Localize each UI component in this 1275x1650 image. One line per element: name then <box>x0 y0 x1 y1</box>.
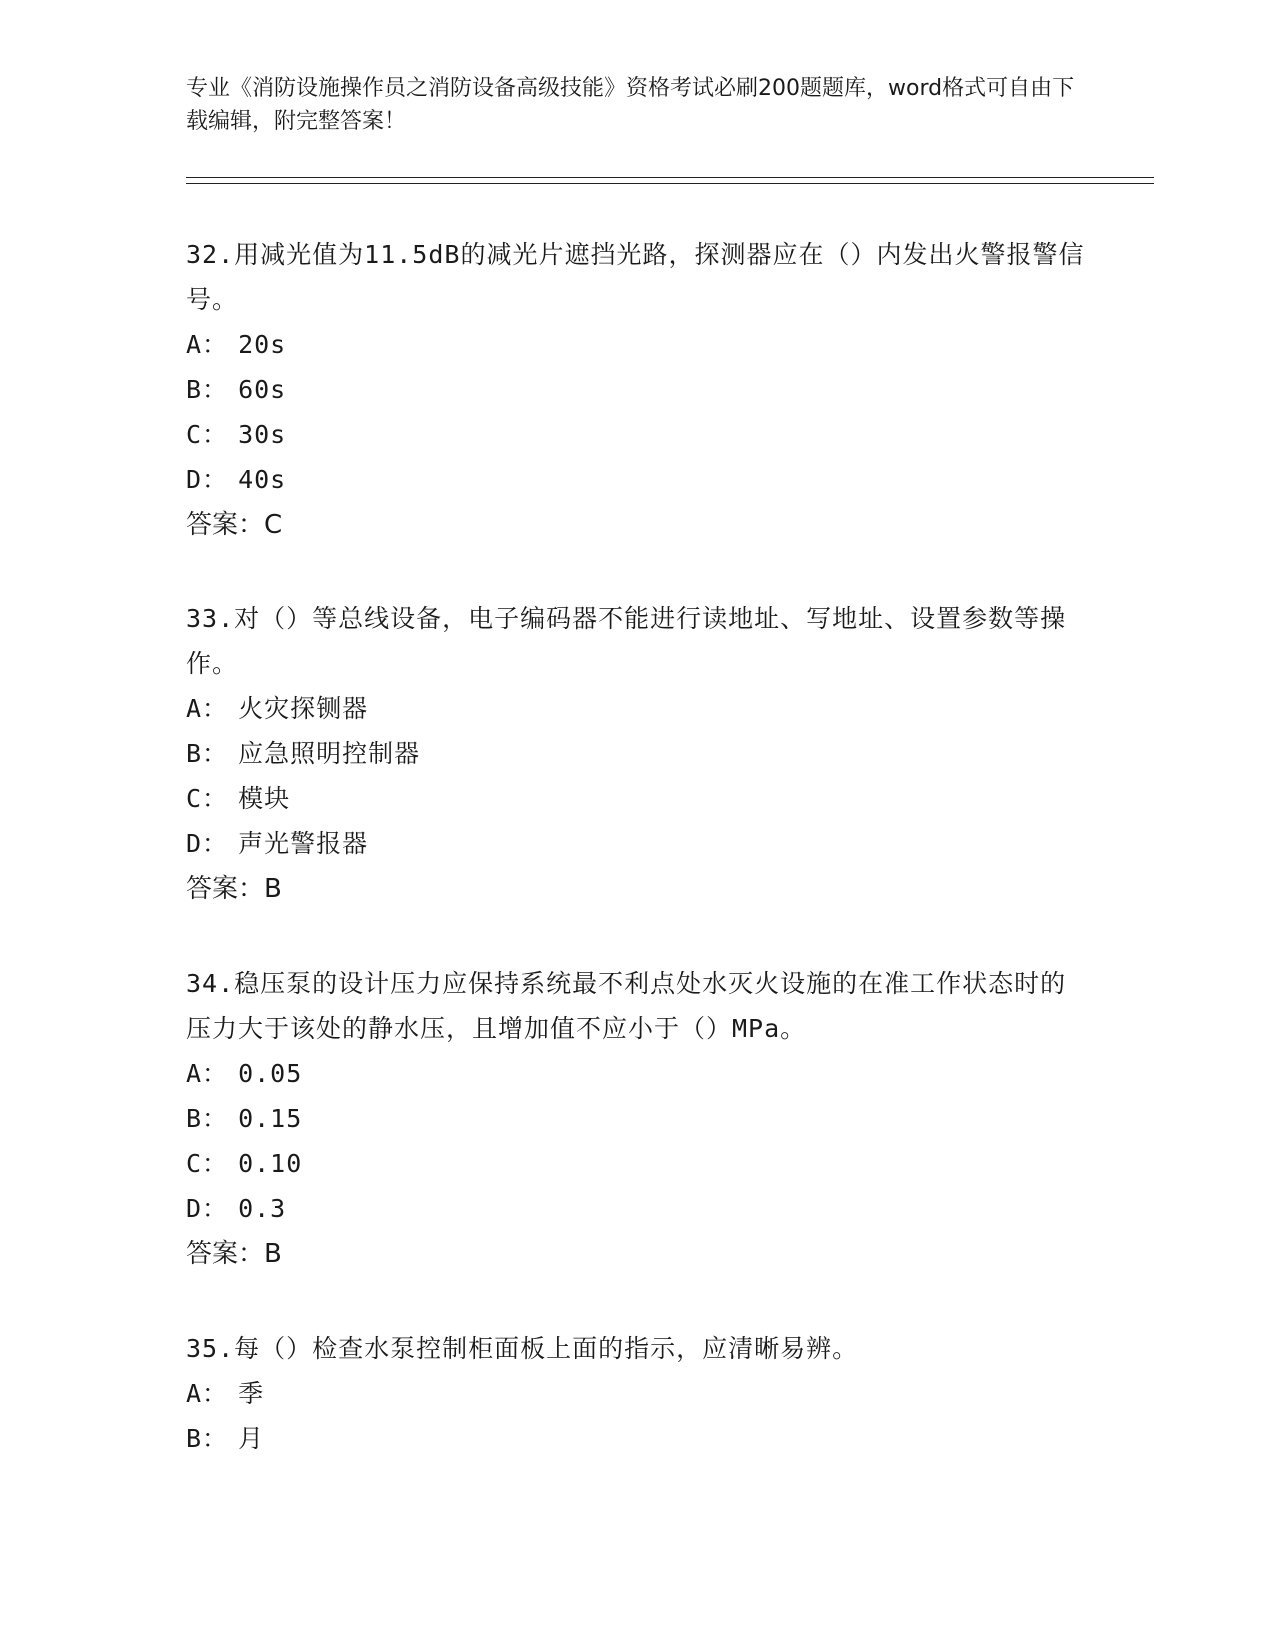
option-value: 应急照明控制器 <box>238 739 421 768</box>
option-value: 30s <box>238 420 287 449</box>
option-value: 0.10 <box>238 1149 303 1178</box>
option-b <box>186 731 1086 776</box>
question-text: 35.每（）检查水泵控制柜面板上面的指示，应清晰易辨。 <box>186 1334 859 1363</box>
option-key: D： <box>186 829 229 858</box>
option-key: B： <box>186 1104 229 1133</box>
option-key: C： <box>186 784 229 813</box>
option-value: 60s <box>238 375 287 404</box>
option-value: 0.15 <box>238 1104 303 1133</box>
option-b <box>186 367 1086 412</box>
option-key: B： <box>186 739 229 768</box>
question-33 <box>186 596 1086 912</box>
option-key: C： <box>186 1149 229 1178</box>
option-value: 季 <box>238 1379 265 1408</box>
option-value: 月 <box>238 1424 265 1453</box>
option-value: 20s <box>238 330 287 359</box>
answer-line: 答案：C <box>186 510 283 540</box>
option-value: 40s <box>238 465 287 494</box>
option-d <box>186 1186 1086 1231</box>
option-value: 0.05 <box>238 1059 303 1088</box>
answer-line: 答案：B <box>186 874 282 904</box>
option-key: A： <box>186 330 229 359</box>
option-key: B： <box>186 1424 229 1453</box>
answer-line: 答案：B <box>186 1239 282 1269</box>
option-b <box>186 1416 1086 1461</box>
header-rule-bottom <box>186 183 1154 184</box>
option-a <box>186 686 1086 731</box>
option-value: 火灾探铡器 <box>238 694 369 723</box>
option-a <box>186 1051 1086 1096</box>
option-key: D： <box>186 465 229 494</box>
header-rule-top <box>186 177 1154 178</box>
option-key: B： <box>186 375 229 404</box>
option-a <box>186 1371 1086 1416</box>
question-35 <box>186 1326 1086 1461</box>
option-c <box>186 1141 1086 1186</box>
option-d <box>186 821 1086 866</box>
option-value: 模块 <box>238 784 291 813</box>
document-header: 专业《消防设施操作员之消防设备高级技能》资格考试必刷200题题库，word格式可自由下载编辑，附完整答案！ <box>186 76 1075 134</box>
question-34 <box>186 961 1086 1277</box>
question-text: 33.对（）等总线设备，电子编码器不能进行读地址、写地址、设置参数等操作。 <box>186 604 1067 678</box>
option-key: A： <box>186 1059 229 1088</box>
question-text: 32.用减光值为11.5dB的减光片遮挡光路，探测器应在（）内发出火警报警信号。 <box>186 240 1085 314</box>
option-value: 声光警报器 <box>238 829 369 858</box>
option-key: A： <box>186 694 229 723</box>
option-key: D： <box>186 1194 229 1223</box>
question-text: 34.稳压泵的设计压力应保持系统最不利点处水灭火设施的在准工作状态时的压力大于该处的静水压，且增加值不应小于（）MPa。 <box>186 969 1067 1043</box>
option-key: C： <box>186 420 229 449</box>
option-b <box>186 1096 1086 1141</box>
option-a <box>186 322 1086 367</box>
question-32 <box>186 232 1086 548</box>
option-value: 0.3 <box>238 1194 287 1223</box>
option-c <box>186 776 1086 821</box>
option-key: A： <box>186 1379 229 1408</box>
option-c <box>186 412 1086 457</box>
option-d <box>186 457 1086 502</box>
